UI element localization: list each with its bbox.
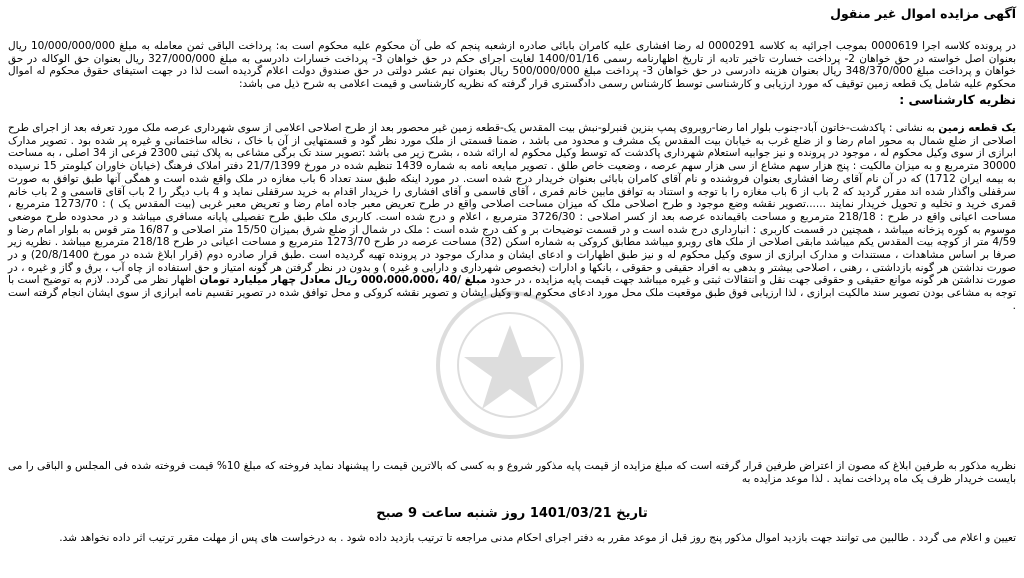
expert-opinion-heading: نظریه کارشناسی : — [899, 92, 1016, 107]
notice-title: آگهی مزایده اموال غیر منقول — [830, 6, 1016, 21]
auction-date: تاریخ 1401/03/21 روز شنبه ساعت 9 صبح — [376, 506, 648, 521]
closing-paragraph: تعیین و اعلام می گردد . طالبین می توانند جهت بازدید اموال مذکور پنج روز قبل از موعد مقرر به دفتر اجرای احکام مدنی مراجعه تا ترتیب بازدید داده شود . به درخواست های پس از مهلت مقرر ترتیب اثر داده نخواهد شد. — [59, 532, 1016, 544]
base-price: مبلغ /40 ،000،000،000 ریال معادل چهار میلیارد تومان — [199, 274, 487, 287]
expert-opinion-tail: اظهار نظر می گردد. لازم به توضیح است با توجه به مشاعی بودن تصویر سند مالکیت ابرازی ، لذا ارزیابی فوق طبق موقعیت ملک محل مورد ادعای محکوم له و وکیل ایشان و تصویر نقشه کروکی و محل توافق شده در تصویر تقسیم نامه ابرازی از سوی ایشان انجام گرفته است . — [8, 274, 1016, 312]
expert-opinion-text: به نشانی : پاکدشت-خاتون آباد-جنوب بلوار اما رضا-روبروی پمپ بنزین قنبرلو-نبش بیت المقدس یک-قطعه زمین غیر محصور بعد از طرح اصلاحی اعلامی از سوی شهرداری عرصه ملک مورد تعرفه بعد از اجرای طرح اصلاحی از ضلع شمال به محور امام رضا و از ضلع غرب به خیابان بیت المقدس یک مشرف و محدود می باشد ، ضمنا قسمتی از ملک مورد نظر گود و قسمتهایی از آن با خاک ، نخاله ساختمانی و غیره پر شده بود . تصویر مدارک ابرازی از سوی وکیل محکوم له ، موجود در پرونده و نیز جوابیه استعلام شهرداری پاکدشت که توسط وکیل محکوم له ارائه شده ، بشرح زیر می باشد :تصویر سند تک برگی مشاعی به پلاک ثبتی 2300 فرعی از 34 اصلی ، به مساحت 30000 مترمربع و به میزان مالکیت : پنج هزار سهم مشاع از سی هزار سهم عرصه ، وضعیت خاص طلق . تصویر مبایعه نامه به شماره 1439 تنظیم شده در مورخ 21/7/1399 دفتر املاک فرهنگ (خیابان خاوران کیلومتر 15 نرسیده به بیمه ایران 1712) که در آن نام آقای رضا افشاری بعنوان فروشنده و نام آقای کامران بابائی بعنوان خریدار درج شده است. در مورد اینکه طبق سند تعداد 6 باب مغازه در ملک واقع شده است و همگی آنها طبق توافق به صورت سرقفلی واگذار شده اند مقرر گردید که 2 باب از 6 باب مغازه را با توجه و استناد به توافق مابین خانم قمری ، آقای قاسمی و آقای افشاری را خریدار اقدام به خرید سرقفلی نماید و 4 باب دیگر را 2 باب آقای قاسمی و 2 باب خانم قمری خرید و تخلیه و تحویل خریدار نمایند ......تصویر نقشه وضع موجود و طرح اصلاحی ملک که میزان مساحت اصلاحی واقع در طرح تعریض معبر جاده امام رضا و تعریض معبر غربی (بیت المقدس یک ) : 1273/70 مترمربع ، مساحت اعیانی واقع در طرح : 218/18 مترمربع و مساحت باقیمانده عرصه بعد از کسر اصلاحی : 3726/30 مترمربع ، اعلام و درج شده است. کاربری ملک طبق طرح تفصیلی پایانه مسافری میباشد و در محدوده طرح موضعی موسوم به کوره پزخانه میباشد ، همچنین در قسمت کاربری : انبارداری درج شده است و در قسمت توضیحات بر و کف درج شده است : ملک در شمال از ضلع شرق بمیزان 15/50 متر اصلاحی و 16/87 متر قوس به بلوار امام رضا و 4/59 متر از کوچه بیت المقدس یکم میباشد مابقی اصلاحی از ملک های روبرو میباشد مطابق کروکی به شماره اسکن (32) مساحت عرصه در طرح 1273/70 مترمربع و مساحت اعیانی در طرح 218/18 مترمربع میباشد . نظریه زیر صرفا بر اساس مشاهدات ، مستندات و مدارک ابرازی از سوی وکیل محکوم له و نیز طبق اظهارات و ادعای ایشان و مدارک موجود در پرونده تهیه گردیده است .طبق قرار صادره دوم (قرار ابلاغ شده در مورخ 20/8/1400) و در صورت نداشتن هر گونه بازداشتی ، رهنی ، اصلاحی بیشتر و بدهی به افراد حقیقی و حقوقی ، بانکها و ادارات (بخصوص شهرداری و دارایی و غیره ) و بدون در نظر گرفتن هر گونه امتیاز و حق استفاده از چاه آب ، برق و گاز و غیره ، در صورت نداشتن هر گونه موانع حقیقی و حقوقی جهت نقل و انتقالات ثبتی و غیره میباشد جهت قیمت پایه مزایده ، در حدود — [8, 122, 1017, 287]
land-label: یک قطعه زمین — [938, 122, 1017, 134]
case-intro-paragraph: در پرونده کلاسه اجرا 0000619 بموجب اجرائیه به کلاسه 0000291 له رضا افشاری علیه کامران بابائی صادره ازشعبه پنجم که طی آن محکوم علیه محکوم است به: پرداخت الباقی ثمن معامله به مبلغ 10/000/000/000 ریال بعنوان اصل خواسته در حق خواهان 2- پرداخت خسارت تاخیر تادیه از تاریخ اظهارنامه رسمی 1400/01/16 لغایت اجرای حکم در حق خواهان 3- پرداخت خسارات دادرسی به مبلغ 327/000/000 ریال بعنوان حق الوکاله در حق خواهان و پرداخت مبلغ 348/370/000 ریال بعنوان هزینه دادرسی در حق خواهان 3- پرداخت مبلغ 500/000/000 ریال بعنوان نیم عشر دولتی در حق صندوق دولت اعلام گردیده است لذا در جهت استیفای حقوق محکوم له اموال محکوم علیه شامل یک قطعه زمین توقیف که مورد ارزیابی و کارشناسی توسط کارشناس رسمی دادگستری قرار گرفته که نظریه کارشناسی و قیمت اعلامی به شرح ذیل می باشد: — [8, 40, 1016, 91]
expert-opinion-body — [8, 122, 1016, 313]
auction-terms-paragraph: نظریه مذکور به طرفین ابلاغ که مصون از اعتراض طرفین قرار گرفته است که مبلغ مزایده از قیمت پایه مذکور شروع و به کسی که بالاترین قیمت را پیشنهاد نماید فروخته که مبلغ 10% قیمت فروخته شده فی المجلس و الباقی را می بایست خریدار ظرف یک ماه پرداخت نماید . لذا موعد مزایده به — [8, 460, 1016, 485]
